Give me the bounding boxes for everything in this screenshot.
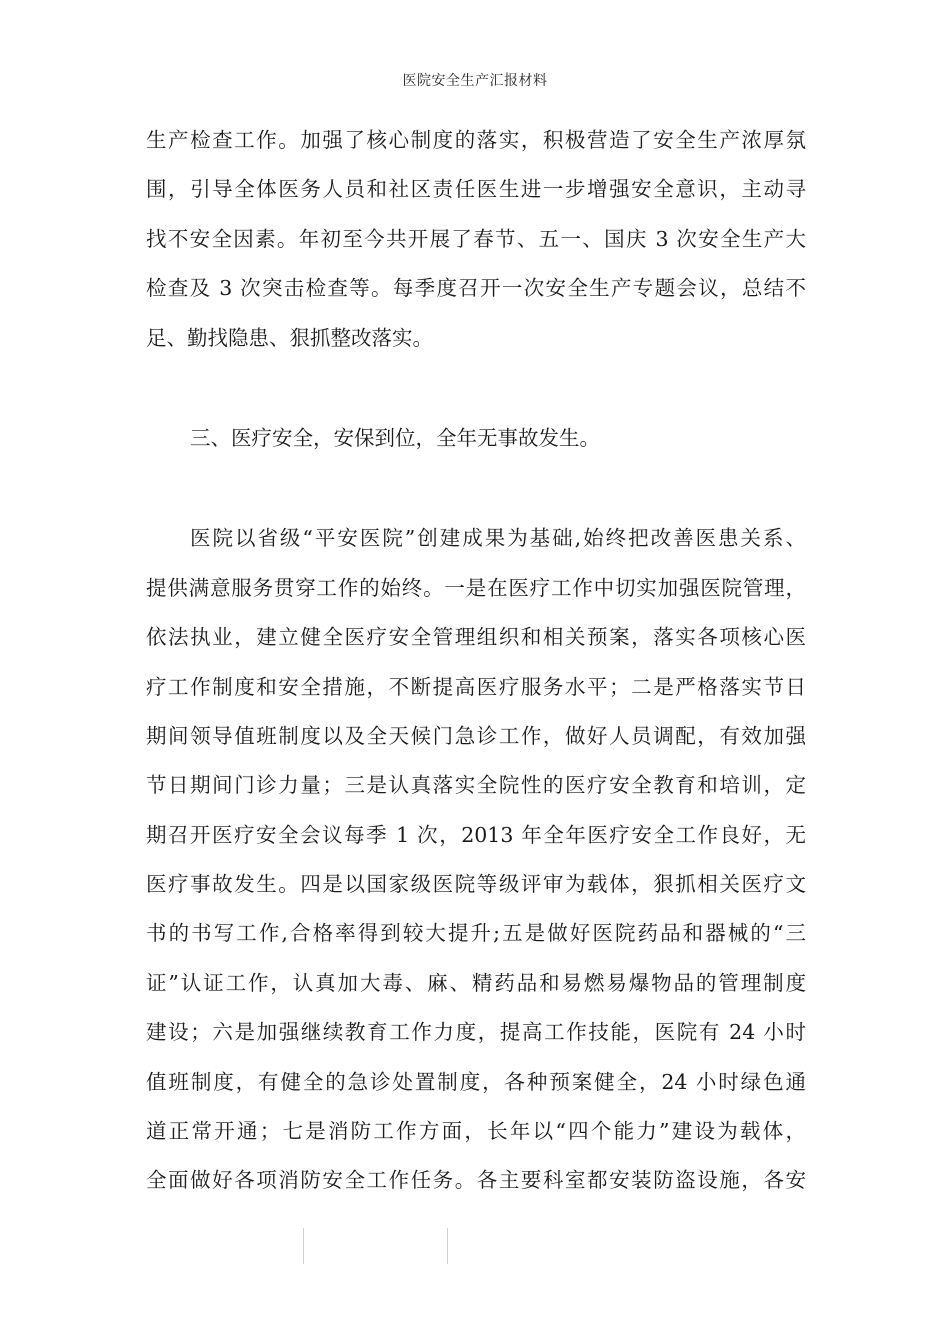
footer-divider-right bbox=[447, 1228, 448, 1264]
paragraph-line: 检查及 3 次突击检查等。每季度召开一次安全生产专题会议，总结不 bbox=[146, 276, 806, 301]
paragraph-line: 找不安全因素。年初至今共开展了春节、五一、国庆 3 次安全生产大 bbox=[146, 226, 806, 251]
paragraph-line: 节日期间门诊力量；三是认真落实全院性的医疗安全教育和培训，定 bbox=[146, 773, 806, 798]
document-body bbox=[146, 116, 806, 1206]
paragraph-line: 依法执业，建立健全医疗安全管理组织和相关预案，落实各项核心医 bbox=[146, 625, 806, 650]
paragraph-safety-inspection bbox=[146, 116, 806, 363]
paragraph-line: 期召开医疗安全会议每季 1 次，2013 年全年医疗安全工作良好，无 bbox=[146, 822, 806, 847]
paragraph-line: 建设；六是加强继续教育工作力度，提高工作技能，医院有 24 小时 bbox=[146, 1020, 806, 1045]
paragraph-spacer bbox=[146, 463, 806, 514]
paragraph-medical-safety bbox=[146, 514, 806, 1205]
paragraph-line: 围，引导全体医务人员和社区责任医生进一步增强安全意识，主动寻 bbox=[146, 177, 806, 202]
paragraph-line: 足、勤找隐患、狠抓整改落实。 bbox=[146, 325, 433, 350]
paragraph-line: 道正常开通；七是消防工作方面，长年以“四个能力”建设为载体， bbox=[146, 1119, 806, 1144]
paragraph-line: 疗工作制度和安全措施，不断提高医疗服务水平；二是严格落实节日 bbox=[146, 674, 806, 699]
paragraph-line: 证”认证工作，认真加大毒、麻、精药品和易燃易爆物品的管理制度 bbox=[146, 970, 806, 995]
page-header-title: 医院安全生产汇报材料 bbox=[402, 73, 548, 89]
paragraph-line: 值班制度，有健全的急诊处置制度，各种预案健全，24 小时绿色通 bbox=[146, 1069, 806, 1094]
paragraph-spacer bbox=[146, 363, 806, 414]
paragraph-line: 提供满意服务贯穿工作的始终。一是在医疗工作中切实加强医院管理， bbox=[146, 575, 806, 600]
section-heading: 三、医疗安全，安保到位，全年无事故发生。 bbox=[190, 425, 600, 450]
paragraph-line: 书的书写工作,合格率得到较大提升;五是做好医院药品和器械的“三 bbox=[146, 921, 806, 946]
paragraph-line: 医疗事故发生。四是以国家级医院等级评审为载体，狠抓相关医疗文 bbox=[146, 872, 806, 897]
footer-divider-left bbox=[303, 1228, 304, 1264]
paragraph-line: 期间领导值班制度以及全天候门急诊工作，做好人员调配，有效加强 bbox=[146, 723, 806, 748]
paragraph-line: 全面做好各项消防安全工作任务。各主要科室都安装防盗设施，各安 bbox=[146, 1168, 806, 1193]
paragraph-line: 医院以省级“平安医院”创建成果为基础,始终把改善医患关系、 bbox=[190, 526, 806, 551]
paragraph-line: 生产检查工作。加强了核心制度的落实，积极营造了安全生产浓厚氛 bbox=[146, 128, 806, 152]
